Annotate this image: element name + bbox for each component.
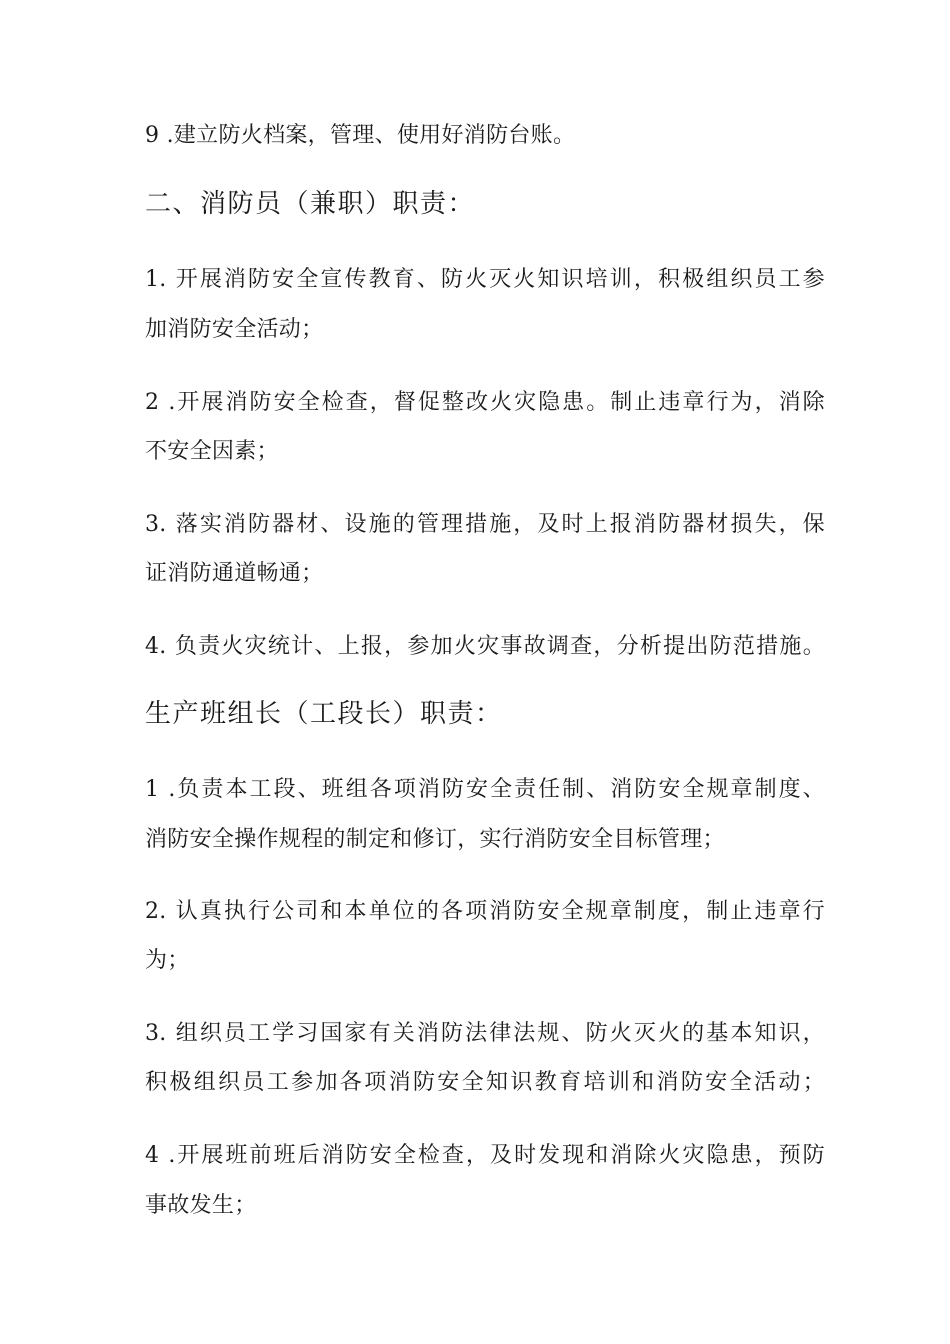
firefighter-item-2-line-2: 不安全因素； — [145, 439, 279, 464]
heading-firefighter-duties: 二、消防员（兼职）职责： — [145, 189, 476, 219]
team-leader-item-3-line-1: 3. 组织员工学习国家有关消防法律法规、防火灭火的基本知识， — [145, 1021, 825, 1046]
team-leader-item-2-line-1: 2. 认真执行公司和本单位的各项消防安全规章制度，制止违章行 — [145, 899, 825, 924]
team-leader-item-4-line-2: 事故发生； — [145, 1193, 257, 1218]
heading-team-leader-duties: 生产班组长（工段长）职责： — [145, 699, 503, 729]
firefighter-item-2-line-1: 2 .开展消防安全检查，督促整改火灾隐患。制止违章行为，消除 — [145, 390, 825, 415]
firefighter-item-1-line-1: 1. 开展消防安全宣传教育、防火灭火知识培训，积极组织员工参 — [145, 267, 825, 292]
firefighter-item-3-line-1: 3. 落实消防器材、设施的管理措施，及时上报消防器材损失，保 — [145, 512, 825, 537]
firefighter-item-1-line-2: 加消防安全活动； — [145, 317, 324, 342]
item-9: 9 .建立防火档案，管理、使用好消防台账。 — [145, 123, 576, 148]
firefighter-item-3-line-2: 证消防通道畅通； — [145, 561, 324, 586]
firefighter-item-4: 4. 负责火灾统计、上报，参加火灾事故调查，分析提出防范措施。 — [145, 634, 825, 659]
team-leader-item-1-line-2: 消防安全操作规程的制定和修订，实行消防安全目标管理； — [145, 827, 725, 852]
team-leader-item-1-line-1: 1 .负责本工段、班组各项消防安全责任制、消防安全规章制度、 — [145, 777, 825, 802]
team-leader-item-3-line-2: 积极组织员工参加各项消防安全知识教育培训和消防安全活动； — [145, 1070, 825, 1095]
team-leader-item-4-line-1: 4 .开展班前班后消防安全检查，及时发现和消除火灾隐患，预防 — [145, 1143, 825, 1168]
team-leader-item-2-line-2: 为； — [145, 948, 190, 973]
